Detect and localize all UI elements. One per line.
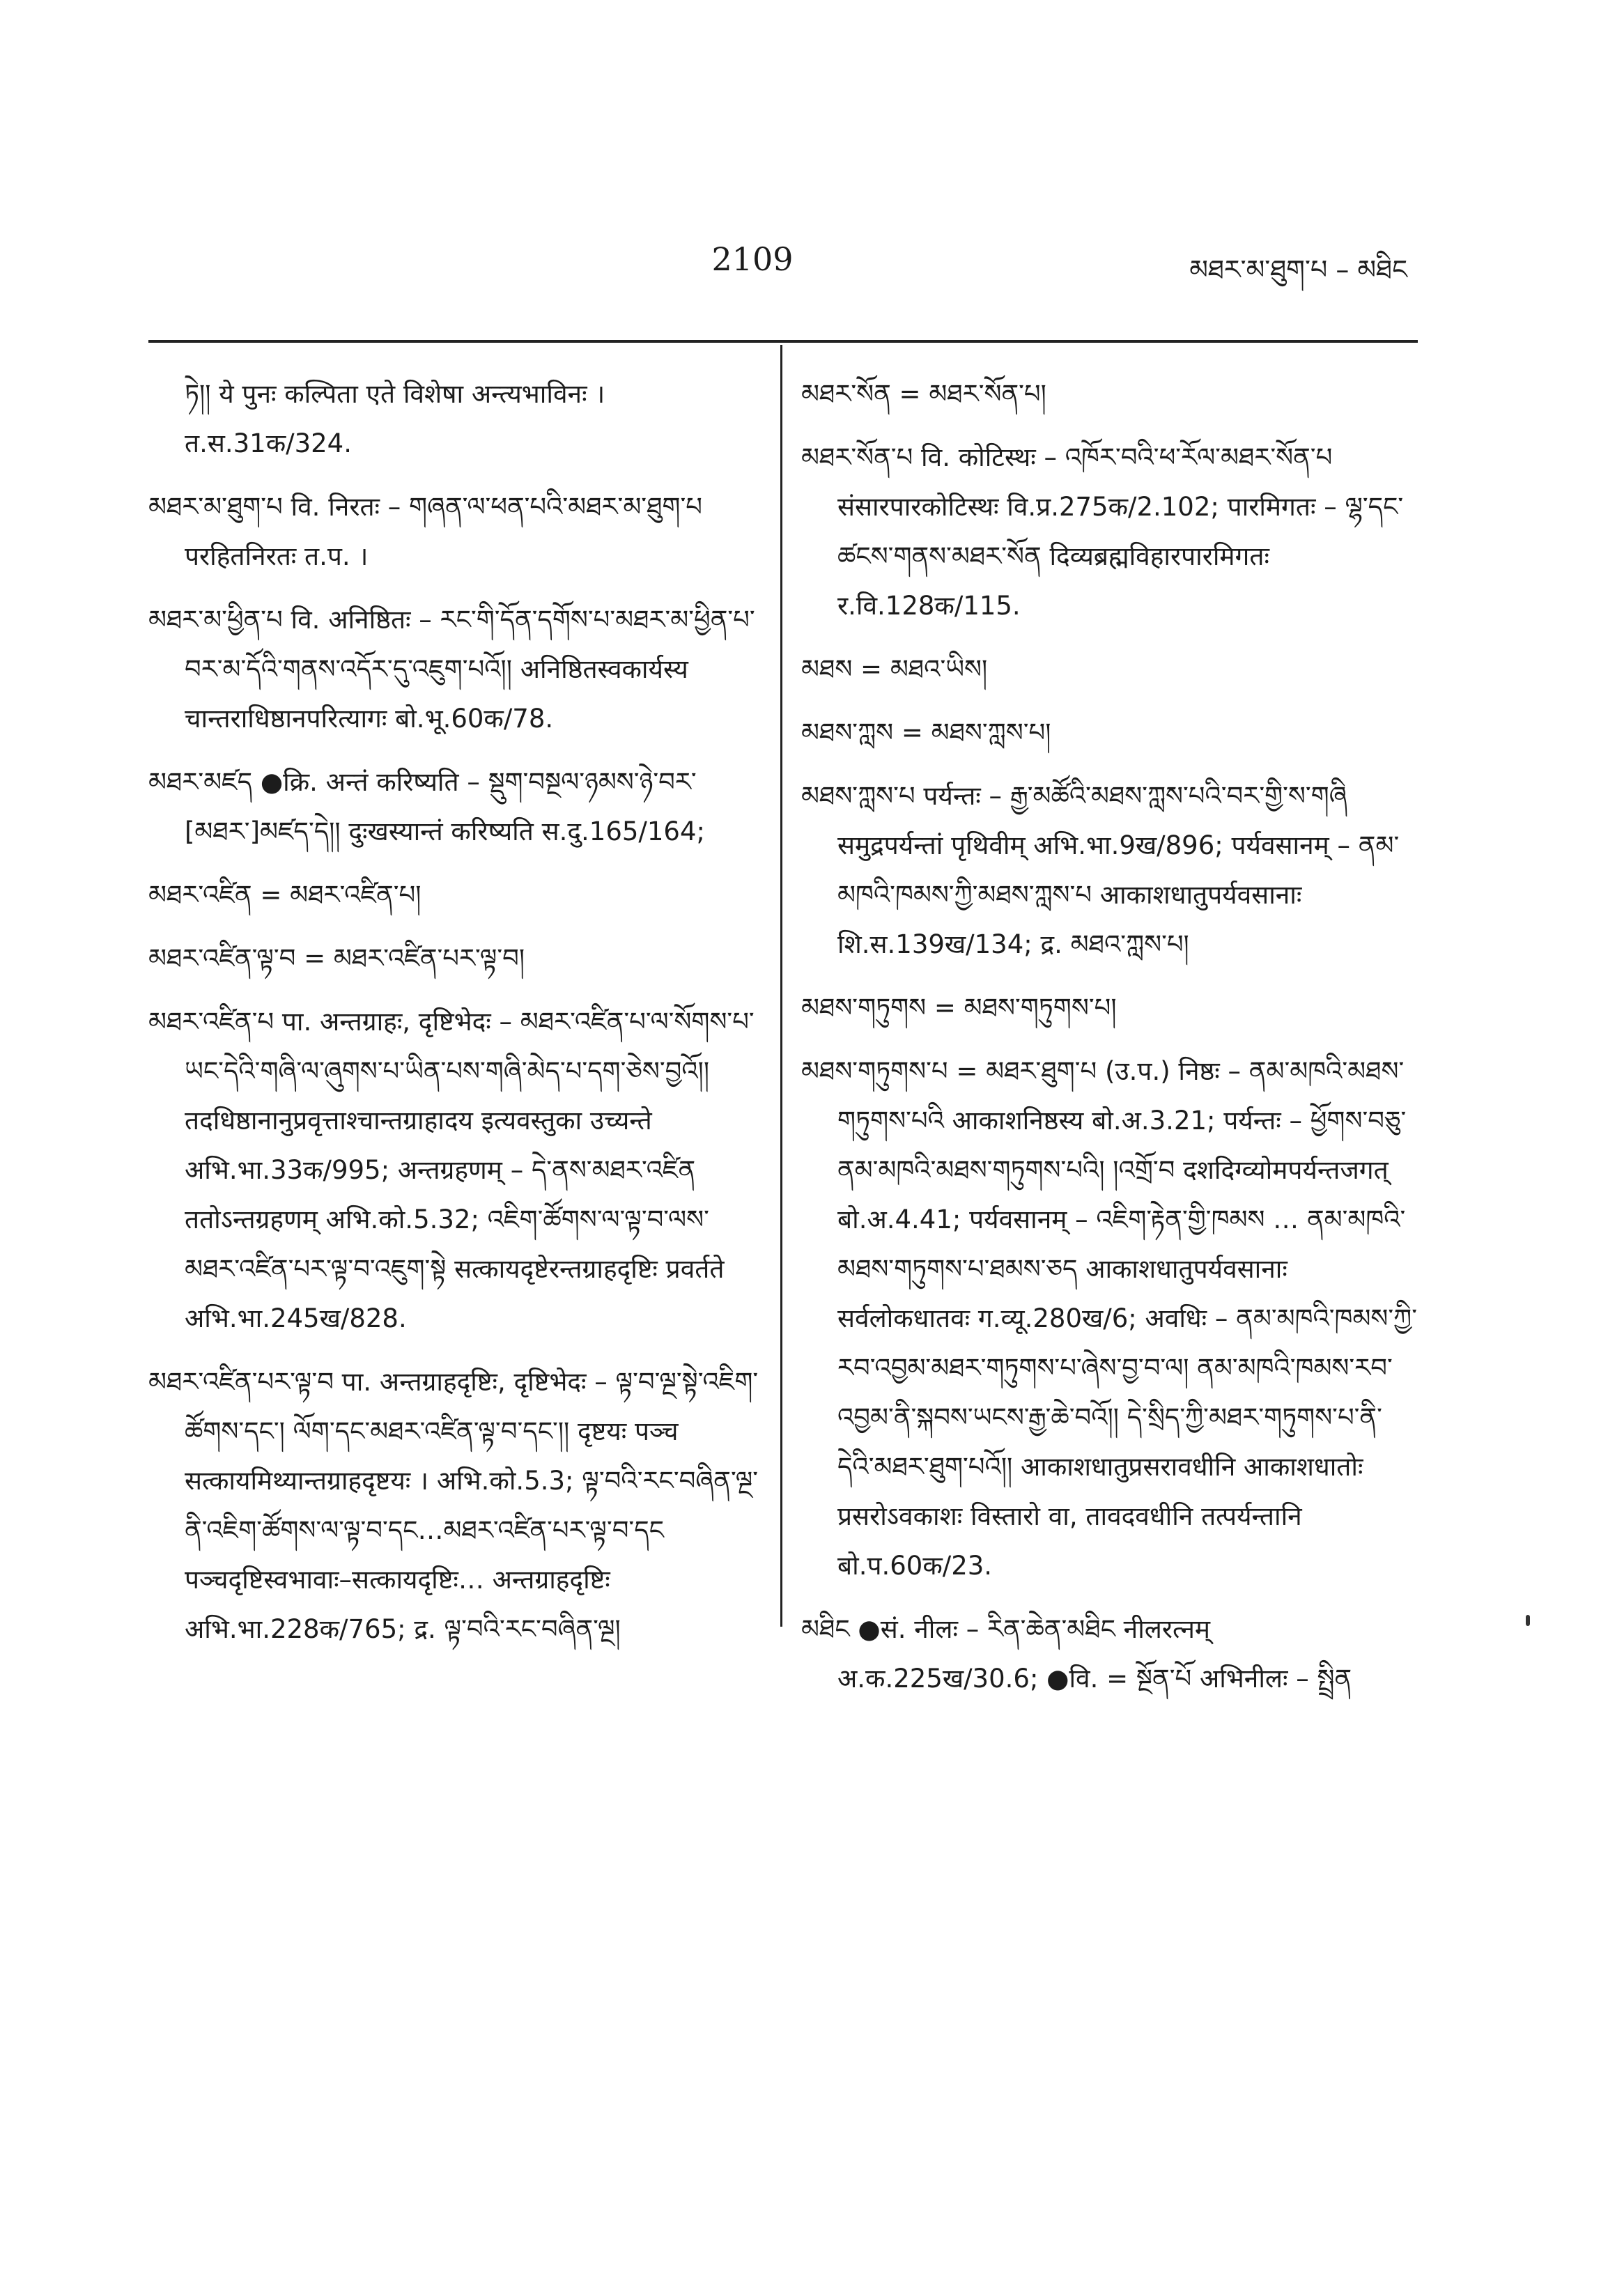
cross-reference-entry: མཐས་ཀླས = མཐས་ཀླས་པ། — [801, 718, 1051, 748]
header-rule — [148, 340, 1418, 343]
page-number: 2109 — [711, 240, 794, 278]
running-head: མཐར་མ་ཐུག་པ – མཐིང — [1189, 254, 1407, 285]
cross-reference-entry: མཐས = མཐའ་ཡིས། — [801, 654, 988, 684]
cross-reference-entry: མཐར་འཛིན་ལྟ་བ = མཐར་འཛིན་པར་ལྟ་བ། — [148, 943, 525, 973]
cross-reference-entry: མཐས་གཏུགས = མཐས་གཏུགས་པ། — [801, 993, 1117, 1023]
right-column — [801, 369, 1418, 2292]
dictionary-entry: ཏེ།། ये पुनः कल्पिता एते विशेषा अन्त्यभाविनः । त.स.31क/324. — [185, 379, 605, 458]
dictionary-entry: མཐར་མ་ཕྱིན་པ वि. अनिष्ठितः – རང་གི་དོན་དགོས་པ་མཐར་མ་ཕྱིན་པ་བར་མ་དོའི་གནས་འདོར་དུ་འཇུག་པའོ།། अनिष्ठितस्वकार्यस्य चान्तराधिष्ठानपरित्यागः बो.भू.60क/78. — [148, 605, 755, 734]
left-column — [148, 369, 761, 2292]
scan-speck — [1526, 1615, 1530, 1626]
dictionary-entry: མཐར་སོན་པ वि. कोटिस्थः – འཁོར་བའི་ཕ་རོལ་མཐར་སོན་པ संसारपारकोटिस्थः वि.प्र.275क/2.102; पारमिगतः – ལྷ་དང་ཚངས་གནས་མཐར་སོན दिव्यब्रह्मविहारपारमिगतः र.वि.128क/115. — [801, 442, 1404, 621]
column-divider — [780, 345, 782, 1627]
dictionary-entry: མཐར་མཛད ●क्रि. अन्तं करिष्यति – སྡུག་བསྔལ་ཉམས་ཉེ་བར་[མཐར་]མཛད་དེ།། दुःखस्यान्तं करिष्यति स.दु.165/164; — [148, 767, 705, 846]
dictionary-entry: མཐས་གཏུགས་པ = མཐར་ཐུག་པ (उ.प.) निष्ठः – ནམ་མཁའི་མཐས་གཏུགས་པའི आकाशनिष्ठस्य बो.अ.3.21; पर्यन्तः – ཕྱོགས་བཅུ་ནམ་མཁའི་མཐས་གཏུགས་པའི། །འགྲོ་བ दशदिग्व्योमपर्यन्तजगत् बो.अ.4.41; पर्यवसानम् – འཇིག་རྟེན་གྱི་ཁམས … ནམ་མཁའི་མཐས་གཏུགས་པ་ཐམས་ཅད आकाशधातुपर्यवसानाः सर्वलोकधातवः ग.व्यू.280ख/6; अवधिः – ནམ་མཁའི་ཁམས་ཀྱི་རབ་འབྱམ་མཐར་གཏུགས་པ་ཞེས་བྱ་བ་ལ། ནམ་མཁའི་ཁམས་རབ་འབྱམ་ནི་སྐབས་ཡངས་རྒྱ་ཆེ་བའོ།། དེ་སྲིད་ཀྱི་མཐར་གཏུགས་པ་ནི་དེའི་མཐར་ཐུག་པའོ།། आकाशधातुप्रसरावधीनि आकाशधातोः प्रसरोऽवकाशः विस्तारो वा, तावदवधीनि तत्पर्यन्तानि बो.प.60क/23. — [801, 1056, 1417, 1581]
dictionary-entry: མཐར་འཛིན་པ पा. अन्तग्राहः, दृष्टिभेदः – མཐར་འཛིན་པ་ལ་སོགས་པ་ཡང་དེའི་གཞི་ལ་ཞུགས་པ་ཡིན་པས་གཞི་མེད་པ་དག་ཅེས་བྱའོ།། तदधिष्ठानानुप्रवृत्ताश्चान्तग्राहादय इत्यवस्तुका उच्यन्ते अभि.भा.33क/995; अन्तग्रहणम् – དེ་ནས་མཐར་འཛིན ततोऽन्तग्रहणम् अभि.को.5.32; འཇིག་ཚོགས་ལ་ལྟ་བ་ལས་མཐར་འཛིན་པར་ལྟ་བ་འཇུག་སྟེ सत्कायदृष्टेरन्तग्राहदृष्टिः प्रवर्तते अभि.भा.245ख/828. — [148, 1007, 755, 1333]
dictionary-entry: མཐར་མ་ཐུག་པ वि. निरतः – གཞན་ལ་ཕན་པའི་མཐར་མ་ཐུག་པ परहितनिरतः त.प. । — [148, 492, 702, 571]
dictionary-entry: མཐས་ཀླས་པ पर्यन्तः – རྒྱ་མཚོའི་མཐས་ཀླས་པའི་བར་གྱི་ས་གཞི समुद्रपर्यन्तां पृथिवीम् अभि.भा.9ख/896; पर्यवसानम् – ནམ་མཁའི་ཁམས་ཀྱི་མཐས་ཀླས་པ आकाशधातुपर्यवसानाः शि.स.139ख/134; द्र. མཐའ་ཀླས་པ། — [801, 781, 1400, 959]
dictionary-entry: མཐིང ●सं. नीलः – རིན་ཆེན་མཐིང नीलरत्नम् अ.क.225ख/30.6; ●वि. = སྔོན་པོ अभिनीलः – སྤྲིན — [801, 1614, 1352, 1694]
cross-reference-entry: མཐར་སོན = མཐར་སོན་པ། — [801, 379, 1046, 409]
dictionary-entry: མཐར་འཛིན་པར་ལྟ་བ पा. अन्तग्राहदृष्टिः, दृष्टिभेदः – ལྟ་བ་ལྔ་སྟེ་འཇིག་ཚོགས་དང་། ལོག་དང་མཐར་འཛིན་ལྟ་བ་དང་།། दृष्टयः पञ्च सत्कायमिथ्यान्तग्राहदृष्टयः । अभि.को.5.3; ལྟ་བའི་རང་བཞིན་ལྔ་ནི་འཇིག་ཚོགས་ལ་ལྟ་བ་དང…མཐར་འཛིན་པར་ལྟ་བ་དང पञ्चदृष्टिस्वभावाः–सत्कायदृष्टिः… अन्तग्राहदृष्टिः अभि.भा.228क/765; द्र. ལྟ་བའི་རང་བཞིན་ལྔ། — [148, 1367, 759, 1644]
cross-reference-entry: མཐར་འཛིན = མཐར་འཛིན་པ། — [148, 880, 422, 910]
